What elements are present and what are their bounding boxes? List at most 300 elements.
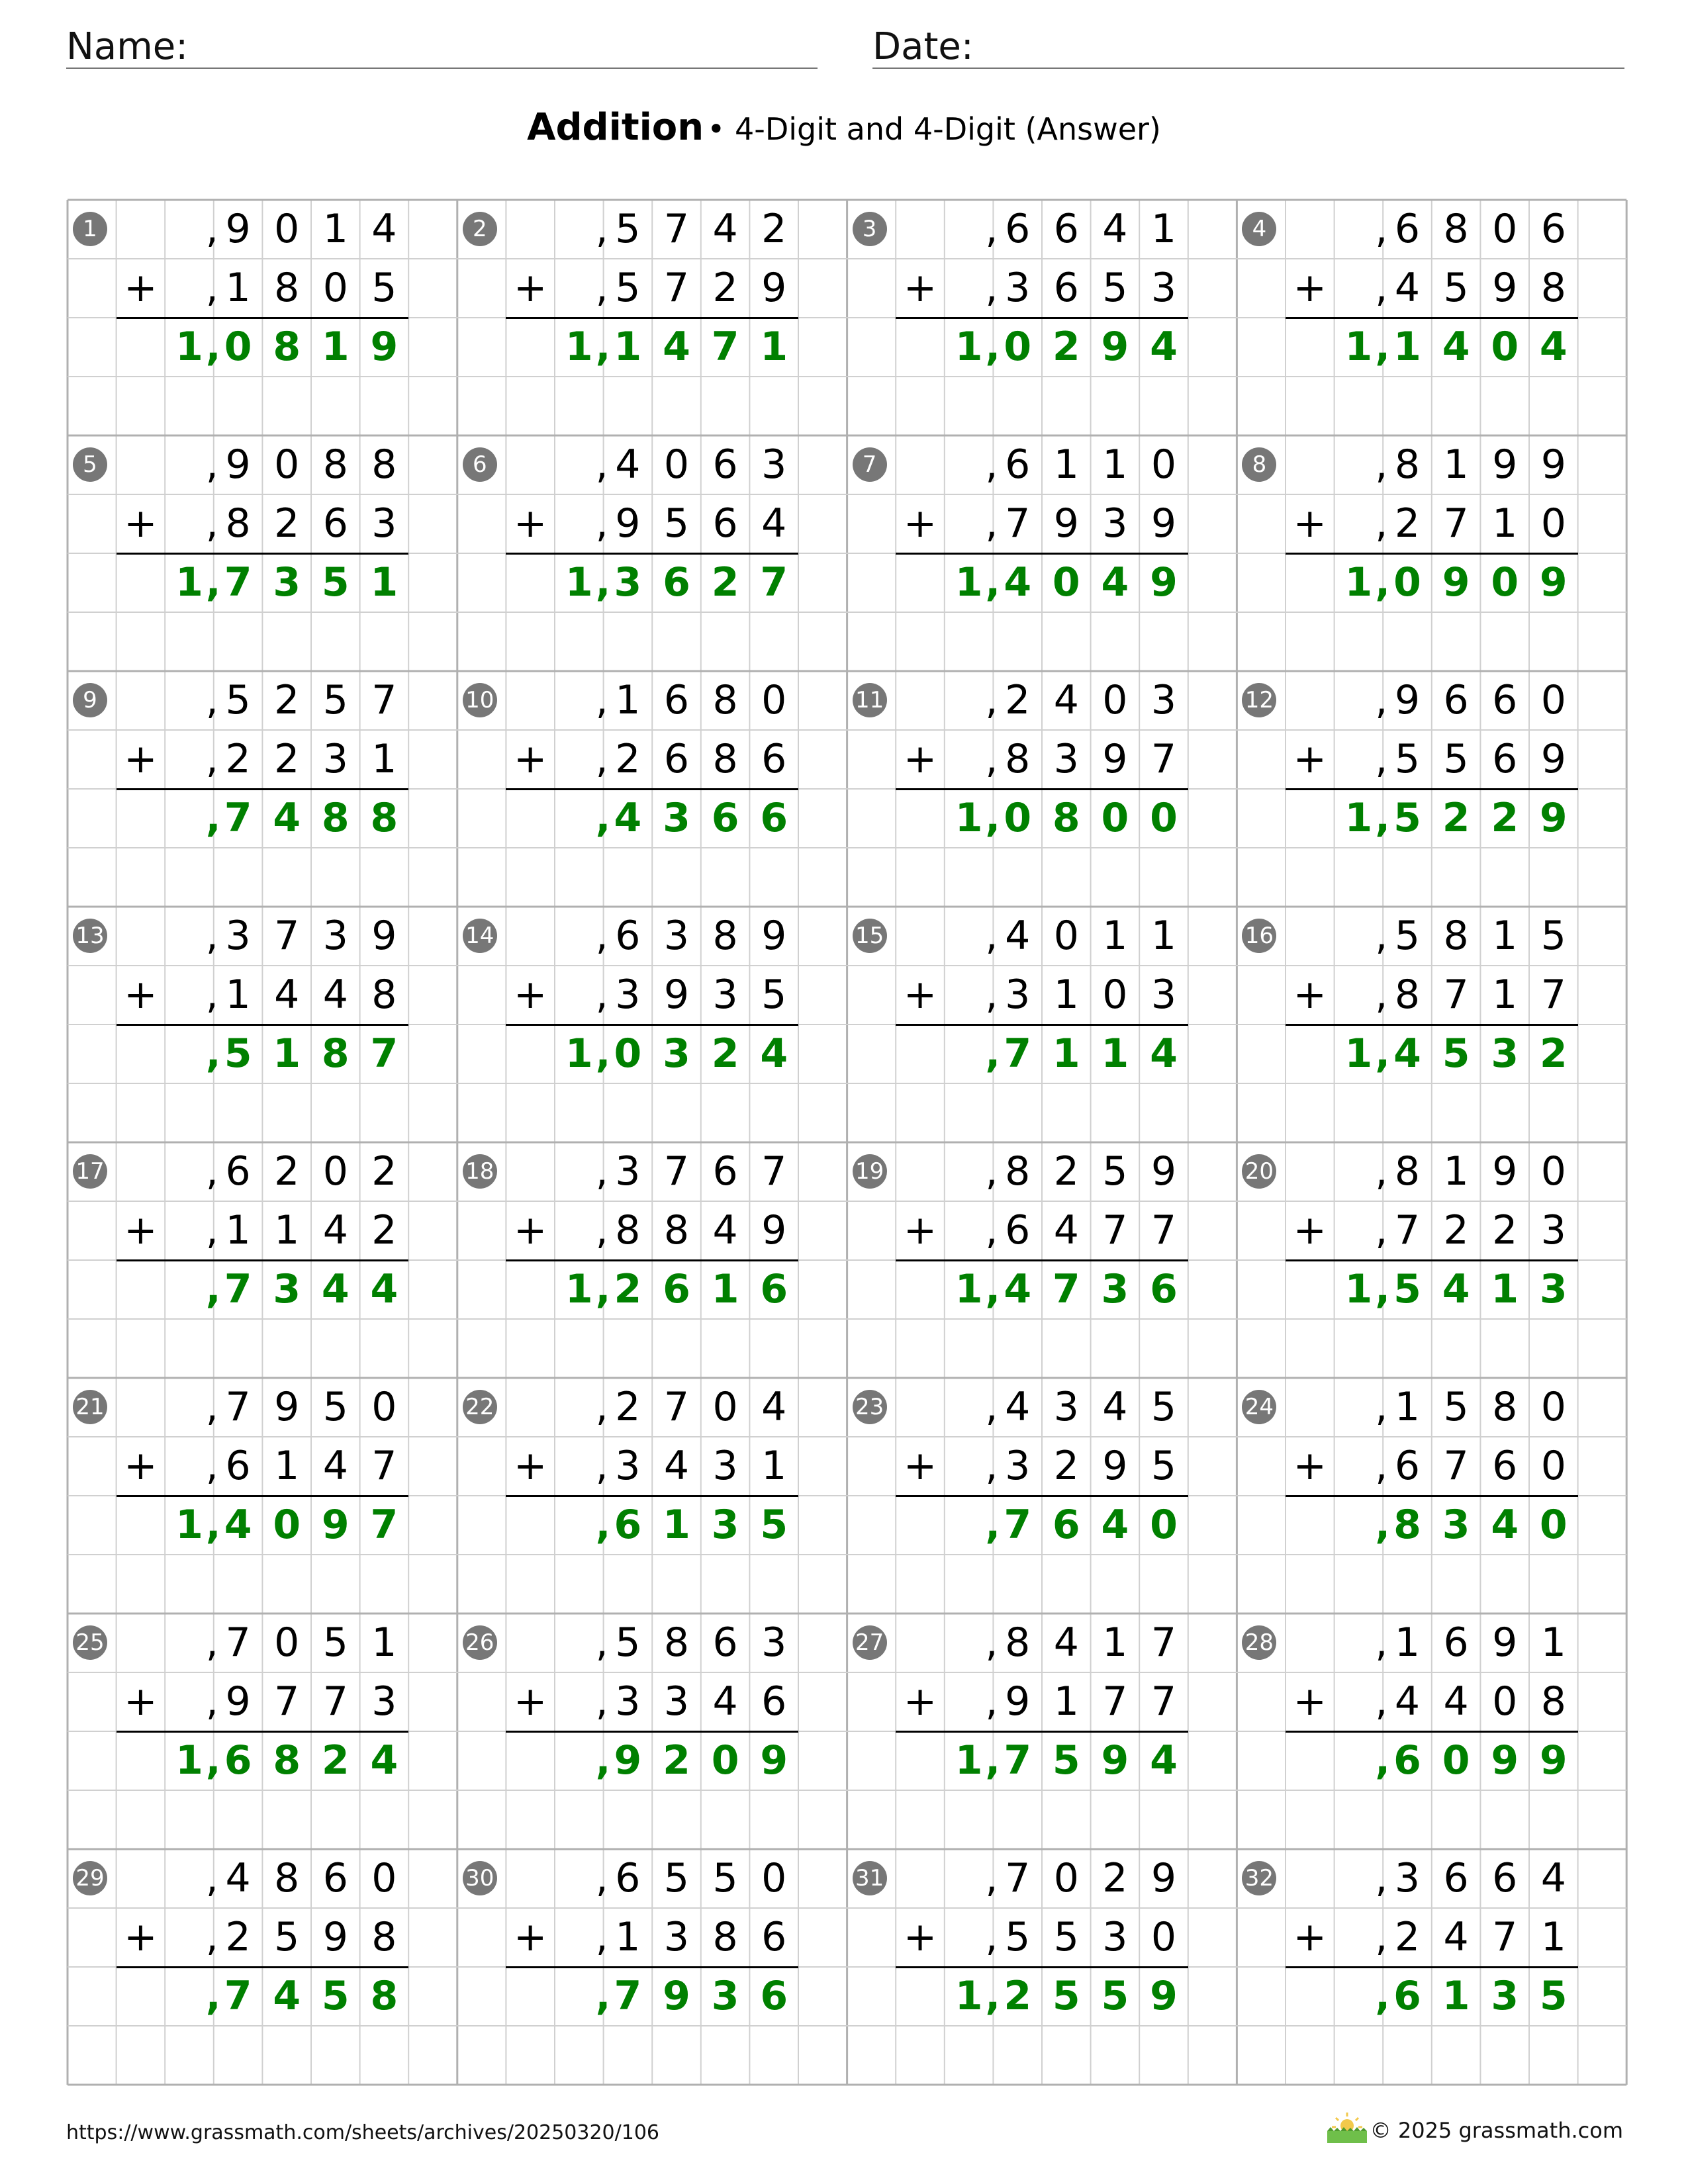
addend-1-comma: , <box>1375 206 1388 252</box>
addend-2-digit: 7 <box>1150 736 1177 782</box>
answer-digit[interactable]: 5 <box>1393 795 1421 841</box>
answer-digit[interactable]: 0 <box>1539 1502 1568 1548</box>
addend-1-digit: 7 <box>1150 1619 1177 1666</box>
addend-1-comma: , <box>205 913 218 959</box>
answer-digit[interactable]: 1 <box>1344 559 1373 606</box>
plus-sign: + <box>1293 265 1327 311</box>
answer-digit[interactable]: 4 <box>1150 324 1178 370</box>
answer-digit[interactable]: 9 <box>1150 1973 1178 2019</box>
problem-number-badge: 6 <box>463 447 497 482</box>
addend-2-digit: 1 <box>1492 972 1518 1018</box>
answer-digit[interactable]: 0 <box>224 324 252 370</box>
addend-1-digit: 3 <box>322 913 348 959</box>
answer-digit[interactable]: 7 <box>370 1502 399 1548</box>
answer-comma: , <box>595 795 611 841</box>
addend-2-digit: 8 <box>1540 1678 1566 1725</box>
addend-1-digit: 4 <box>761 1384 787 1430</box>
plus-sign: + <box>514 1207 547 1253</box>
addend-2-digit: 5 <box>1443 265 1469 311</box>
addend-1-digit: 7 <box>1005 1855 1031 1901</box>
answer-digit[interactable]: 4 <box>1393 1030 1421 1077</box>
addend-1-digit: 2 <box>1005 677 1031 723</box>
plus-sign: + <box>903 1678 937 1725</box>
addend-1-comma: , <box>1375 913 1388 959</box>
answer-digit[interactable]: 2 <box>663 1737 690 1784</box>
addend-2-digit: 1 <box>225 972 251 1018</box>
title-main: Addition <box>527 106 704 149</box>
answer-digit[interactable]: 4 <box>321 1266 350 1312</box>
answer-digit[interactable]: 3 <box>1539 1266 1568 1312</box>
addend-1-digit: 0 <box>1053 1855 1079 1901</box>
answer-digit[interactable]: 9 <box>1150 559 1178 606</box>
answer-digit[interactable]: 1 <box>175 1502 203 1548</box>
plus-sign: + <box>1293 1443 1327 1489</box>
addend-1-digit: 6 <box>322 1855 348 1901</box>
addend-1-digit: 3 <box>663 913 690 959</box>
answer-digit[interactable]: 7 <box>1004 1502 1032 1548</box>
answer-digit[interactable]: 6 <box>760 1266 788 1312</box>
addend-1-comma: , <box>1375 441 1388 488</box>
answer-digit[interactable]: 9 <box>614 1737 642 1784</box>
answer-comma: , <box>595 1502 611 1548</box>
answer-digit[interactable]: 1 <box>175 559 203 606</box>
problem-number-badge: 14 <box>463 919 497 953</box>
addend-2-comma: , <box>1375 1678 1388 1725</box>
addend-1-digit: 9 <box>1540 441 1566 488</box>
addend-2-digit: 5 <box>1394 736 1421 782</box>
addend-1-digit: 0 <box>1540 1384 1566 1430</box>
answer-comma: , <box>205 1502 221 1548</box>
addend-1-digit: 0 <box>761 1855 787 1901</box>
addend-1-comma: , <box>205 1855 218 1901</box>
answer-digit[interactable]: 5 <box>760 1502 788 1548</box>
answer-digit[interactable]: 0 <box>1101 795 1129 841</box>
problem-number-badge: 22 <box>463 1390 497 1424</box>
addend-2-digit: 1 <box>1540 1914 1566 1960</box>
answer-digit[interactable]: 4 <box>1442 1266 1470 1312</box>
problem-number-badge: 18 <box>463 1154 497 1189</box>
answer-comma: , <box>985 559 1001 606</box>
answer-digit[interactable]: 1 <box>1344 1266 1373 1312</box>
answer-digit[interactable]: 7 <box>760 559 788 606</box>
answer-digit[interactable]: 1 <box>1344 795 1373 841</box>
answer-comma: , <box>1375 1737 1390 1784</box>
addend-2-comma: , <box>1375 1914 1388 1960</box>
problem-number-badge: 30 <box>463 1861 497 1895</box>
addend-2-digit: 2 <box>371 1207 397 1253</box>
problem-number-badge: 10 <box>463 683 497 717</box>
addend-2-comma: , <box>1375 265 1388 311</box>
addend-2-digit: 4 <box>322 1443 348 1489</box>
addend-1-digit: 8 <box>371 441 397 488</box>
addend-1-digit: 8 <box>1394 1148 1421 1195</box>
answer-digit[interactable]: 0 <box>1004 795 1032 841</box>
addend-1-comma: , <box>205 1384 218 1430</box>
answer-digit[interactable]: 9 <box>1101 324 1129 370</box>
plus-sign: + <box>514 500 547 547</box>
addend-2-digit: 7 <box>371 1443 397 1489</box>
addend-1-comma: , <box>595 441 608 488</box>
addend-2-comma: , <box>205 500 218 547</box>
addend-1-digit: 5 <box>615 1619 641 1666</box>
addend-2-digit: 3 <box>663 1914 690 1960</box>
answer-digit[interactable]: 4 <box>1101 559 1129 606</box>
answer-digit[interactable]: 3 <box>1101 1266 1129 1312</box>
addend-2-digit: 4 <box>274 972 300 1018</box>
answer-digit[interactable]: 7 <box>224 559 252 606</box>
addend-2-comma: , <box>1375 972 1388 1018</box>
addend-1-digit: 8 <box>1443 913 1469 959</box>
answer-digit[interactable]: 0 <box>614 1030 642 1077</box>
answer-digit[interactable]: 5 <box>321 559 350 606</box>
answer-digit[interactable]: 1 <box>955 324 983 370</box>
answer-digit[interactable]: 2 <box>1491 795 1519 841</box>
answer-digit[interactable]: 3 <box>273 559 301 606</box>
answer-digit[interactable]: 7 <box>224 795 252 841</box>
answer-digit[interactable]: 8 <box>273 324 301 370</box>
answer-digit[interactable]: 9 <box>1539 559 1568 606</box>
addend-2-comma: , <box>205 736 218 782</box>
answer-digit[interactable]: 3 <box>1491 1973 1519 2019</box>
answer-digit[interactable]: 4 <box>663 324 690 370</box>
addend-1-comma: , <box>985 206 998 252</box>
plus-sign: + <box>1293 1678 1327 1725</box>
answer-digit[interactable]: 4 <box>224 1502 252 1548</box>
name-label: Name: <box>66 25 189 68</box>
addend-1-digit: 8 <box>1005 1148 1031 1195</box>
answer-digit[interactable]: 3 <box>614 559 642 606</box>
answer-digit[interactable]: 2 <box>614 1266 642 1312</box>
addend-2-comma: , <box>205 1443 218 1489</box>
addend-2-digit: 6 <box>663 736 690 782</box>
addend-2-digit: 6 <box>1053 265 1079 311</box>
plus-sign: + <box>514 1443 547 1489</box>
answer-digit[interactable]: 2 <box>1004 1973 1032 2019</box>
addend-2-comma: , <box>595 1914 608 1960</box>
answer-digit[interactable]: 8 <box>321 795 350 841</box>
problem-number-badge: 9 <box>73 683 107 717</box>
answer-digit[interactable]: 8 <box>321 1030 350 1077</box>
addend-1-comma: , <box>205 206 218 252</box>
answer-digit[interactable]: 4 <box>1150 1030 1178 1077</box>
plus-sign: + <box>124 500 158 547</box>
answer-digit[interactable]: 3 <box>663 1030 690 1077</box>
addend-1-digit: 0 <box>1540 1148 1566 1195</box>
answer-digit[interactable]: 1 <box>565 1030 593 1077</box>
addend-2-digit: 9 <box>1053 500 1079 547</box>
answer-digit[interactable]: 2 <box>321 1737 350 1784</box>
answer-digit[interactable]: 7 <box>614 1973 642 2019</box>
answer-digit[interactable]: 4 <box>370 1266 399 1312</box>
addend-1-digit: 4 <box>712 206 738 252</box>
answer-digit[interactable]: 2 <box>1539 1030 1568 1077</box>
answer-digit[interactable]: 9 <box>1539 1737 1568 1784</box>
answer-digit[interactable]: 1 <box>955 1973 983 2019</box>
answer-digit[interactable]: 1 <box>1052 1030 1080 1077</box>
answer-digit[interactable]: 6 <box>711 795 739 841</box>
addend-1-digit: 6 <box>1492 677 1518 723</box>
problem-number-badge: 29 <box>73 1861 107 1895</box>
addend-2-comma: , <box>595 1443 608 1489</box>
answer-digit[interactable]: 1 <box>711 1266 739 1312</box>
answer-digit[interactable]: 8 <box>273 1737 301 1784</box>
addend-2-digit: 3 <box>1540 1207 1566 1253</box>
answer-digit[interactable]: 4 <box>1539 324 1568 370</box>
plus-sign: + <box>903 1914 937 1960</box>
answer-digit[interactable]: 1 <box>614 324 642 370</box>
answer-digit[interactable]: 7 <box>711 324 739 370</box>
answer-digit[interactable]: 6 <box>760 1973 788 2019</box>
answer-digit[interactable]: 1 <box>1393 324 1421 370</box>
answer-digit[interactable]: 4 <box>1004 559 1032 606</box>
answer-digit[interactable]: 1 <box>1344 1030 1373 1077</box>
addend-1-digit: 6 <box>1394 206 1421 252</box>
addend-2-digit: 2 <box>1394 1914 1421 1960</box>
addend-2-comma: , <box>1375 1207 1388 1253</box>
answer-comma: , <box>205 1737 221 1784</box>
answer-digit[interactable]: 8 <box>370 795 399 841</box>
plus-sign: + <box>514 972 547 1018</box>
addend-2-digit: 8 <box>712 1914 738 1960</box>
answer-digit[interactable]: 0 <box>1442 1737 1470 1784</box>
answer-comma: , <box>1375 324 1390 370</box>
answer-digit[interactable]: 1 <box>565 559 593 606</box>
answer-digit[interactable]: 4 <box>1442 324 1470 370</box>
answer-digit[interactable]: 8 <box>370 1973 399 2019</box>
answer-digit[interactable]: 4 <box>760 1030 788 1077</box>
problem-number-badge: 12 <box>1242 683 1276 717</box>
answer-digit[interactable]: 0 <box>1393 559 1421 606</box>
answer-digit[interactable]: 3 <box>1442 1502 1470 1548</box>
answer-digit[interactable]: 2 <box>711 559 739 606</box>
answer-digit[interactable]: 3 <box>1491 1030 1519 1077</box>
addend-2-digit: 7 <box>1443 1443 1469 1489</box>
answer-digit[interactable]: 8 <box>1393 1502 1421 1548</box>
answer-digit[interactable]: 7 <box>370 1030 399 1077</box>
addend-1-comma: , <box>1375 1148 1388 1195</box>
answer-digit[interactable]: 9 <box>321 1502 350 1548</box>
plus-sign: + <box>903 265 937 311</box>
answer-digit[interactable]: 7 <box>1004 1737 1032 1784</box>
addend-1-digit: 4 <box>615 441 641 488</box>
plus-sign: + <box>124 972 158 1018</box>
answer-digit[interactable]: 1 <box>955 1266 983 1312</box>
answer-digit[interactable]: 5 <box>1442 1030 1470 1077</box>
answer-digit[interactable]: 1 <box>565 324 593 370</box>
date-line[interactable] <box>872 68 1624 69</box>
addend-2-comma: , <box>595 1207 608 1253</box>
problem-number-badge: 26 <box>463 1625 497 1660</box>
answer-digit[interactable]: 6 <box>224 1737 252 1784</box>
addend-1-digit: 0 <box>1102 677 1128 723</box>
answer-digit[interactable]: 5 <box>321 1973 350 2019</box>
addend-1-digit: 8 <box>712 913 738 959</box>
addend-2-digit: 1 <box>761 1443 787 1489</box>
addend-1-digit: 5 <box>1540 913 1566 959</box>
answer-digit[interactable]: 4 <box>273 795 301 841</box>
addend-2-digit: 7 <box>1443 972 1469 1018</box>
answer-digit[interactable]: 5 <box>1052 1737 1080 1784</box>
answer-digit[interactable]: 0 <box>273 1502 301 1548</box>
addend-2-digit: 6 <box>761 1678 787 1725</box>
answer-digit[interactable]: 1 <box>1491 1266 1519 1312</box>
answer-digit[interactable]: 6 <box>663 1266 690 1312</box>
addend-2-digit: 9 <box>761 265 787 311</box>
answer-digit[interactable]: 8 <box>1052 795 1080 841</box>
answer-digit[interactable]: 1 <box>175 1737 203 1784</box>
answer-digit[interactable]: 0 <box>711 1737 739 1784</box>
answer-digit[interactable]: 2 <box>711 1030 739 1077</box>
addend-2-digit: 9 <box>1492 265 1518 311</box>
answer-digit[interactable]: 7 <box>1052 1266 1080 1312</box>
answer-digit[interactable]: 1 <box>1101 1030 1129 1077</box>
answer-digit[interactable]: 7 <box>1004 1030 1032 1077</box>
addend-2-digit: 1 <box>225 1207 251 1253</box>
addend-2-digit: 3 <box>1005 1443 1031 1489</box>
answer-digit[interactable]: 5 <box>1393 1266 1421 1312</box>
answer-digit[interactable]: 4 <box>1150 1737 1178 1784</box>
addend-2-digit: 7 <box>274 1678 300 1725</box>
addend-2-digit: 4 <box>712 1678 738 1725</box>
addend-1-digit: 9 <box>1492 441 1518 488</box>
addend-1-digit: 9 <box>371 913 397 959</box>
answer-digit[interactable]: 6 <box>1150 1266 1178 1312</box>
answer-digit[interactable]: 7 <box>224 1973 252 2019</box>
addend-1-digit: 6 <box>1443 1855 1469 1901</box>
addend-2-digit: 6 <box>761 1914 787 1960</box>
answer-digit[interactable]: 6 <box>1052 1502 1080 1548</box>
answer-digit[interactable]: 0 <box>1491 324 1519 370</box>
addend-1-digit: 6 <box>225 1148 251 1195</box>
answer-digit[interactable]: 4 <box>273 1973 301 2019</box>
answer-digit[interactable]: 1 <box>565 1266 593 1312</box>
addend-2-comma: , <box>1375 736 1388 782</box>
answer-digit[interactable]: 1 <box>321 324 350 370</box>
answer-digit[interactable]: 5 <box>1052 1973 1080 2019</box>
answer-digit[interactable]: 1 <box>273 1030 301 1077</box>
answer-digit[interactable]: 5 <box>1539 1973 1568 2019</box>
answer-digit[interactable]: 1 <box>663 1502 690 1548</box>
answer-comma: , <box>985 1266 1001 1312</box>
answer-digit[interactable]: 0 <box>1150 1502 1178 1548</box>
addend-1-comma: , <box>595 677 608 723</box>
addend-1-digit: 1 <box>1150 913 1177 959</box>
addend-1-digit: 4 <box>1540 1855 1566 1901</box>
addend-1-digit: 1 <box>371 1619 397 1666</box>
addend-1-digit: 0 <box>274 1619 300 1666</box>
answer-comma: , <box>985 1502 1001 1548</box>
answer-digit[interactable]: 5 <box>224 1030 252 1077</box>
addend-2-digit: 2 <box>274 736 300 782</box>
answer-digit[interactable]: 9 <box>1442 559 1470 606</box>
answer-digit[interactable]: 9 <box>1539 795 1568 841</box>
addend-2-digit: 0 <box>1540 1443 1566 1489</box>
addend-1-digit: 5 <box>712 1855 738 1901</box>
answer-digit[interactable]: 1 <box>955 795 983 841</box>
answer-digit[interactable]: 1 <box>955 1737 983 1784</box>
problem-number-badge: 23 <box>853 1390 887 1424</box>
addend-2-digit: 1 <box>1492 500 1518 547</box>
answer-digit[interactable]: 1 <box>175 324 203 370</box>
addend-1-digit: 1 <box>1540 1619 1566 1666</box>
answer-digit[interactable]: 6 <box>663 559 690 606</box>
answer-digit[interactable]: 3 <box>711 1973 739 2019</box>
plus-sign: + <box>1293 1914 1327 1960</box>
addend-1-digit: 6 <box>712 1148 738 1195</box>
answer-digit[interactable]: 1 <box>760 324 788 370</box>
answer-digit[interactable]: 2 <box>1442 795 1470 841</box>
addend-2-digit: 9 <box>322 1914 348 1960</box>
addend-2-digit: 3 <box>615 1678 641 1725</box>
answer-digit[interactable]: 0 <box>1052 559 1080 606</box>
answer-digit[interactable]: 1 <box>370 559 399 606</box>
addend-1-digit: 1 <box>1102 1619 1128 1666</box>
addend-2-digit: 4 <box>663 1443 690 1489</box>
answer-digit[interactable]: 0 <box>1004 324 1032 370</box>
name-line[interactable] <box>66 68 818 69</box>
answer-digit[interactable]: 9 <box>663 1973 690 2019</box>
addend-1-digit: 9 <box>1492 1619 1518 1666</box>
addend-1-digit: 5 <box>322 1384 348 1430</box>
answer-digit[interactable]: 6 <box>614 1502 642 1548</box>
answer-digit[interactable]: 2 <box>1052 324 1080 370</box>
addend-2-digit: 6 <box>1005 1207 1031 1253</box>
answer-digit[interactable]: 3 <box>663 795 690 841</box>
answer-digit[interactable]: 9 <box>370 324 399 370</box>
addend-1-digit: 5 <box>1443 1384 1469 1430</box>
answer-digit[interactable]: 6 <box>1393 1737 1421 1784</box>
addend-1-digit: 1 <box>1053 441 1079 488</box>
addend-2-digit: 5 <box>274 1914 300 1960</box>
answer-digit[interactable]: 3 <box>711 1502 739 1548</box>
answer-digit[interactable]: 7 <box>224 1266 252 1312</box>
addend-2-digit: 3 <box>1150 972 1177 1018</box>
addend-1-digit: 8 <box>1443 206 1469 252</box>
addend-1-digit: 6 <box>1005 206 1031 252</box>
answer-comma: , <box>595 559 611 606</box>
answer-digit[interactable]: 4 <box>1491 1502 1519 1548</box>
answer-digit[interactable]: 9 <box>1101 1737 1129 1784</box>
answer-digit[interactable]: 4 <box>1004 1266 1032 1312</box>
answer-digit[interactable]: 5 <box>1101 1973 1129 2019</box>
answer-digit[interactable]: 6 <box>760 795 788 841</box>
addend-2-digit: 4 <box>1443 1914 1469 1960</box>
answer-digit[interactable]: 0 <box>1491 559 1519 606</box>
answer-digit[interactable]: 4 <box>1101 1502 1129 1548</box>
answer-digit[interactable]: 9 <box>1491 1737 1519 1784</box>
answer-digit[interactable]: 1 <box>1344 324 1373 370</box>
answer-digit[interactable]: 0 <box>1150 795 1178 841</box>
addend-1-digit: 9 <box>1150 1855 1177 1901</box>
answer-digit[interactable]: 3 <box>273 1266 301 1312</box>
addend-1-digit: 5 <box>1394 913 1421 959</box>
answer-comma: , <box>205 559 221 606</box>
addend-1-comma: , <box>205 441 218 488</box>
answer-digit[interactable]: 4 <box>370 1737 399 1784</box>
answer-digit[interactable]: 1 <box>1442 1973 1470 2019</box>
answer-digit[interactable]: 6 <box>1393 1973 1421 2019</box>
answer-digit[interactable]: 9 <box>760 1737 788 1784</box>
addend-2-digit: 4 <box>322 972 348 1018</box>
answer-digit[interactable]: 1 <box>955 559 983 606</box>
addend-1-digit: 1 <box>1443 441 1469 488</box>
addend-2-digit: 5 <box>663 500 690 547</box>
addend-1-digit: 1 <box>1492 913 1518 959</box>
answer-digit[interactable]: 4 <box>614 795 642 841</box>
problem-number-badge: 4 <box>1242 212 1276 246</box>
addend-1-digit: 7 <box>663 1148 690 1195</box>
addend-2-digit: 0 <box>1492 1678 1518 1725</box>
